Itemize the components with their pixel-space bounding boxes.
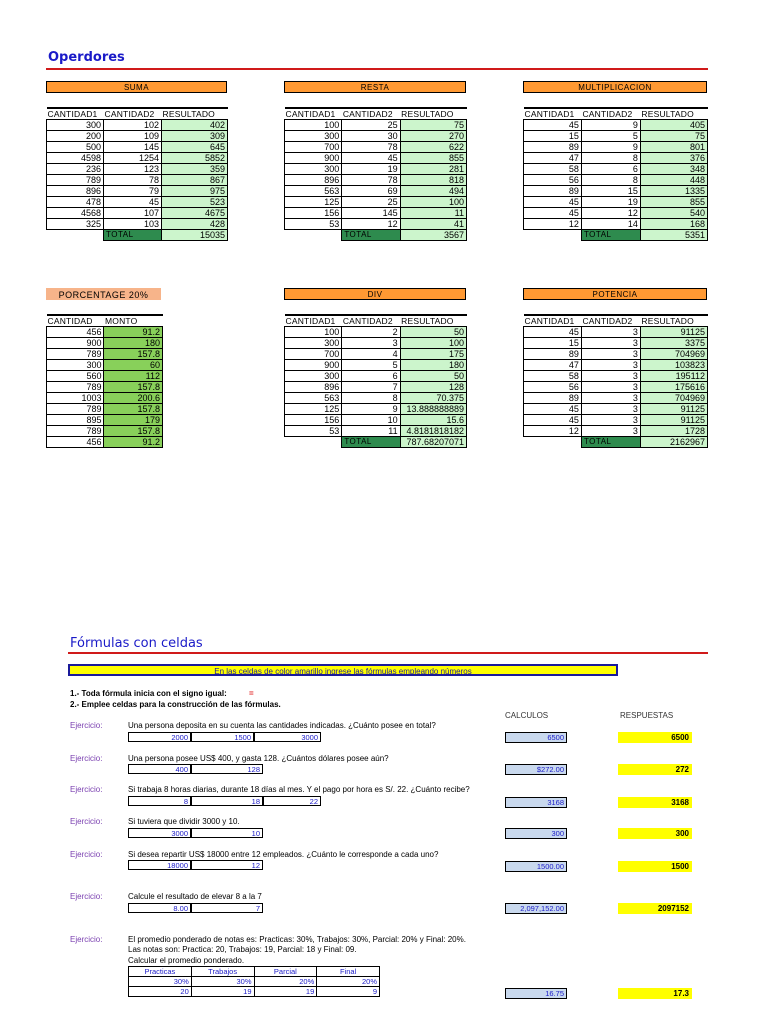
column-header: CANTIDAD2: [581, 108, 640, 120]
cell-cantidad2[interactable]: 19: [581, 197, 640, 208]
cell-resultado[interactable]: 348: [640, 164, 707, 175]
cell-resultado[interactable]: 801: [640, 142, 707, 153]
cell-cantidad2[interactable]: 7: [342, 382, 400, 393]
exercise-2-question: Una persona posee US$ 400, y gasta 128. ¿Cuántos dólares posee aún?: [128, 754, 389, 763]
cell-cantidad2[interactable]: 79: [104, 186, 162, 197]
instruction-banner: En las celdas de color amarillo ingrese las fórmulas empleando números: [68, 664, 618, 676]
ex6-value-2[interactable]: 7: [191, 903, 263, 913]
exercise-label: Ejercicio:: [70, 785, 103, 794]
cell-cantidad1[interactable]: 789: [47, 175, 104, 186]
cell-cantidad2[interactable]: 25: [342, 120, 400, 131]
cell-resultado[interactable]: 376: [640, 153, 707, 164]
cell-cantidad2[interactable]: 12: [581, 208, 640, 219]
cell-cantidad2[interactable]: 78: [104, 175, 162, 186]
cell-cantidad1[interactable]: 300: [285, 338, 342, 349]
cell-cantidad2[interactable]: 9: [581, 120, 640, 131]
ex7-answer[interactable]: 17.3: [618, 988, 692, 999]
cell-cantidad[interactable]: 560: [47, 371, 104, 382]
ex7-weight-cell[interactable]: 30%: [129, 977, 192, 987]
cell-cantidad1[interactable]: 45: [524, 197, 582, 208]
cell-resultado[interactable]: 128: [400, 382, 466, 393]
cell-cantidad1[interactable]: 700: [285, 142, 342, 153]
cell-resultado[interactable]: 818: [400, 175, 466, 186]
cell-resultado[interactable]: 523: [162, 197, 228, 208]
cell-cantidad2[interactable]: 8: [581, 153, 640, 164]
column-header: CANTIDAD2: [104, 108, 162, 120]
cell-cantidad2[interactable]: 12: [342, 219, 400, 230]
cell-cantidad[interactable]: 456: [47, 327, 104, 338]
cell-monto[interactable]: 112: [104, 371, 163, 382]
cell-resultado[interactable]: 855: [640, 197, 707, 208]
ex4-value-2[interactable]: 10: [191, 828, 263, 838]
exercise-label: Ejercicio:: [70, 817, 103, 826]
empty-cell: [524, 437, 582, 448]
cell-resultado[interactable]: 867: [162, 175, 228, 186]
cell-cantidad1[interactable]: 325: [47, 219, 104, 230]
cell-cantidad1[interactable]: 300: [285, 131, 342, 142]
cell-monto[interactable]: 157.8: [104, 426, 163, 437]
cell-cantidad2[interactable]: 25: [342, 197, 400, 208]
cell-resultado[interactable]: 494: [400, 186, 466, 197]
ex5-value-2[interactable]: 12: [191, 860, 263, 870]
cell-resultado[interactable]: 270: [400, 131, 466, 142]
cell-cantidad1[interactable]: 56: [524, 382, 582, 393]
cell-cantidad2[interactable]: 102: [104, 120, 162, 131]
cell-cantidad1[interactable]: 896: [47, 186, 104, 197]
total-label: TOTAL: [104, 230, 162, 241]
cell-cantidad1[interactable]: 45: [524, 208, 582, 219]
cell-resultado[interactable]: 622: [400, 142, 466, 153]
ex6-value-1[interactable]: 8.00: [128, 903, 191, 913]
cell-cantidad[interactable]: 789: [47, 349, 104, 360]
cell-cantidad1[interactable]: 100: [285, 327, 342, 338]
cell-cantidad1[interactable]: 45: [524, 120, 582, 131]
exercise-7-question-1: El promedio ponderado de notas es: Practicas: 30%, Trabajos: 30%, Parcial: 20% y Final: 20%.: [128, 935, 466, 944]
ex7-calc[interactable]: 16.75: [505, 988, 567, 999]
cell-cantidad2[interactable]: 3: [581, 393, 640, 404]
cell-cantidad2[interactable]: 3: [581, 404, 640, 415]
exercise-5-question: Si desea repartir US$ 18000 entre 12 empleados. ¿Cuánto le corresponde a cada uno?: [128, 850, 439, 859]
cell-resultado[interactable]: 91125: [640, 404, 707, 415]
column-header: RESULTADO: [400, 108, 466, 120]
ex1-value-3[interactable]: 3000: [254, 732, 321, 742]
cell-resultado[interactable]: 100: [400, 197, 466, 208]
equal-sign: =: [249, 689, 254, 698]
cell-monto[interactable]: 180: [104, 338, 163, 349]
ex7-weight-cell[interactable]: 20%: [254, 977, 317, 987]
cell-cantidad1[interactable]: 125: [285, 404, 342, 415]
cell-cantidad1[interactable]: 500: [47, 142, 104, 153]
mult-header: MULTIPLICACION: [523, 81, 707, 93]
ex5-answer[interactable]: 1500: [618, 861, 692, 872]
pot-header: POTENCIA: [523, 288, 707, 300]
cell-cantidad1[interactable]: 45: [524, 327, 582, 338]
cell-cantidad2[interactable]: 3: [342, 338, 400, 349]
note-1: 1.- Toda fórmula inicia con el signo igual: =: [70, 689, 254, 698]
div-header: DIV: [284, 288, 466, 300]
porc-table: [46, 314, 163, 448]
mult-table: [523, 107, 708, 241]
note-2: 2.- Emplee celdas para la construcción de las fórmulas.: [70, 700, 281, 709]
cell-cantidad2[interactable]: 78: [342, 142, 400, 153]
cell-cantidad1[interactable]: 896: [285, 175, 342, 186]
ex1-value-2[interactable]: 1500: [191, 732, 254, 742]
cell-resultado[interactable]: 281: [400, 164, 466, 175]
cell-resultado[interactable]: 975: [162, 186, 228, 197]
resp-header: RESPUESTAS: [620, 711, 674, 720]
cell-resultado[interactable]: 309: [162, 131, 228, 142]
ex1-calc[interactable]: 6500: [505, 732, 567, 743]
cell-resultado[interactable]: 70.375: [400, 393, 466, 404]
ex1-answer[interactable]: 6500: [618, 732, 692, 743]
cell-cantidad2[interactable]: 8: [342, 393, 400, 404]
cell-monto[interactable]: 157.8: [104, 349, 163, 360]
column-header: CANTIDAD1: [524, 315, 582, 327]
div-table: [284, 314, 467, 448]
cell-cantidad2[interactable]: 3: [581, 360, 640, 371]
cell-cantidad1[interactable]: 900: [285, 153, 342, 164]
cell-resultado[interactable]: 4675: [162, 208, 228, 219]
column-header: CANTIDAD: [47, 315, 104, 327]
cell-cantidad2[interactable]: 10: [342, 415, 400, 426]
ex2-calc[interactable]: $272.00: [505, 764, 567, 775]
exercise-label: Ejercicio:: [70, 892, 103, 901]
cell-cantidad1[interactable]: 58: [524, 371, 582, 382]
total-label: TOTAL: [342, 437, 400, 448]
cell-resultado[interactable]: 75: [400, 120, 466, 131]
cell-resultado[interactable]: 75: [640, 131, 707, 142]
cell-cantidad2[interactable]: 4: [342, 349, 400, 360]
exercise-6-question: Calcule el resultado de elevar 8 a la 7: [128, 892, 262, 901]
cell-resultado[interactable]: 359: [162, 164, 228, 175]
cell-cantidad1[interactable]: 900: [285, 360, 342, 371]
cell-cantidad[interactable]: 789: [47, 426, 104, 437]
porc-header: PORCENTAGE 20%: [46, 288, 161, 300]
cell-cantidad2[interactable]: 9: [581, 142, 640, 153]
cell-resultado[interactable]: 15.6: [400, 415, 466, 426]
cell-cantidad2[interactable]: 109: [104, 131, 162, 142]
cell-cantidad2[interactable]: 19: [342, 164, 400, 175]
resta-table: [284, 107, 467, 241]
ex4-value-1[interactable]: 3000: [128, 828, 191, 838]
ex4-calc[interactable]: 300: [505, 828, 567, 839]
exercise-4-question: Si tuviera que dividir 3000 y 10.: [128, 817, 240, 826]
total-value[interactable]: 15035: [162, 230, 228, 241]
exercise-label: Ejercicio:: [70, 754, 103, 763]
cell-cantidad1[interactable]: 300: [285, 164, 342, 175]
cell-cantidad2[interactable]: 9: [342, 404, 400, 415]
ex7-head-trabajos: Trabajos: [191, 967, 254, 977]
cell-cantidad1[interactable]: 200: [47, 131, 104, 142]
cell-monto[interactable]: 200.6: [104, 393, 163, 404]
cell-resultado[interactable]: 1728: [640, 426, 707, 437]
cell-cantidad1[interactable]: 4598: [47, 153, 104, 164]
column-header: MONTO: [104, 315, 163, 327]
total-value[interactable]: 3567: [400, 230, 466, 241]
ex5-calc[interactable]: 1500.00: [505, 861, 567, 872]
cell-resultado[interactable]: 91125: [640, 415, 707, 426]
ex5-value-1[interactable]: 18000: [128, 860, 191, 870]
cell-cantidad2[interactable]: 145: [104, 142, 162, 153]
cell-resultado[interactable]: 704969: [640, 349, 707, 360]
pot-table: [523, 314, 708, 448]
cell-monto[interactable]: 157.8: [104, 404, 163, 415]
ex3-value-3[interactable]: 22: [263, 796, 321, 806]
column-header: RESULTADO: [640, 108, 707, 120]
cell-cantidad2[interactable]: 1254: [104, 153, 162, 164]
ex3-answer[interactable]: 3168: [618, 797, 692, 808]
suma-table: [46, 107, 228, 241]
cell-cantidad1[interactable]: 156: [285, 415, 342, 426]
ex7-weight-cell[interactable]: 30%: [191, 977, 254, 987]
cell-cantidad2[interactable]: 78: [342, 175, 400, 186]
cell-cantidad[interactable]: 1003: [47, 393, 104, 404]
column-header: CANTIDAD2: [581, 315, 640, 327]
cell-cantidad2[interactable]: 45: [104, 197, 162, 208]
cell-resultado[interactable]: 180: [400, 360, 466, 371]
cell-cantidad1[interactable]: 89: [524, 349, 582, 360]
cell-cantidad1[interactable]: 89: [524, 393, 582, 404]
cell-cantidad2[interactable]: 5: [342, 360, 400, 371]
ex2-value-2[interactable]: 128: [191, 764, 263, 774]
ex7-grade-cell[interactable]: 9: [317, 987, 380, 997]
cell-resultado[interactable]: 168: [640, 219, 707, 230]
cell-resultado[interactable]: 5852: [162, 153, 228, 164]
empty-cell: [47, 230, 104, 241]
cell-cantidad2[interactable]: 45: [342, 153, 400, 164]
cell-cantidad2[interactable]: 30: [342, 131, 400, 142]
cell-cantidad1[interactable]: 45: [524, 404, 582, 415]
cell-resultado[interactable]: 3375: [640, 338, 707, 349]
cell-cantidad[interactable]: 789: [47, 404, 104, 415]
ex7-head-practicas: Practicas: [129, 967, 192, 977]
cell-cantidad1[interactable]: 156: [285, 208, 342, 219]
cell-cantidad1[interactable]: 300: [47, 120, 104, 131]
cell-resultado[interactable]: 100: [400, 338, 466, 349]
title-underline: [46, 68, 708, 70]
cell-cantidad1[interactable]: 300: [285, 371, 342, 382]
empty-cell: [285, 437, 342, 448]
cell-cantidad1[interactable]: 4568: [47, 208, 104, 219]
formulas-title: Fórmulas con celdas: [70, 636, 203, 651]
cell-monto[interactable]: 60: [104, 360, 163, 371]
ex7-head-final: Final: [317, 967, 380, 977]
cell-cantidad[interactable]: 456: [47, 437, 104, 448]
cell-cantidad1[interactable]: 12: [524, 426, 582, 437]
exercise-1-question: Una persona deposita en su cuenta las cantidades indicadas. ¿Cuánto posee en total?: [128, 721, 436, 730]
ex7-head-parcial: Parcial: [254, 967, 317, 977]
column-header: CANTIDAD1: [47, 108, 104, 120]
exercise-label: Ejercicio:: [70, 935, 103, 944]
total-label: TOTAL: [581, 230, 640, 241]
cell-monto[interactable]: 179: [104, 415, 163, 426]
exercise-label: Ejercicio:: [70, 850, 103, 859]
column-header: RESULTADO: [400, 315, 466, 327]
ex7-grade-cell[interactable]: 19: [254, 987, 317, 997]
cell-cantidad1[interactable]: 89: [524, 186, 582, 197]
cell-resultado[interactable]: 175616: [640, 382, 707, 393]
cell-cantidad1[interactable]: 45: [524, 415, 582, 426]
cell-cantidad2[interactable]: 3: [581, 371, 640, 382]
cell-resultado[interactable]: 41: [400, 219, 466, 230]
ex2-value-1[interactable]: 400: [128, 764, 191, 774]
column-header: CANTIDAD2: [342, 315, 400, 327]
cell-cantidad1[interactable]: 47: [524, 153, 582, 164]
cell-cantidad2[interactable]: 69: [342, 186, 400, 197]
cell-cantidad1[interactable]: 53: [285, 426, 342, 437]
resta-header: RESTA: [284, 81, 466, 93]
cell-cantidad2[interactable]: 3: [581, 415, 640, 426]
cell-cantidad1[interactable]: 100: [285, 120, 342, 131]
ex3-value-2[interactable]: 18: [191, 796, 263, 806]
cell-cantidad2[interactable]: 6: [342, 371, 400, 382]
cell-cantidad1[interactable]: 236: [47, 164, 104, 175]
cell-cantidad1[interactable]: 58: [524, 164, 582, 175]
cell-resultado[interactable]: 448: [640, 175, 707, 186]
cell-resultado[interactable]: 855: [400, 153, 466, 164]
ex3-calc[interactable]: 3168: [505, 797, 567, 808]
cell-resultado[interactable]: 428: [162, 219, 228, 230]
cell-cantidad[interactable]: 300: [47, 360, 104, 371]
cell-cantidad2[interactable]: 3: [581, 349, 640, 360]
ex1-value-1[interactable]: 2000: [128, 732, 191, 742]
ex7-weight-cell[interactable]: 20%: [317, 977, 380, 987]
column-header: CANTIDAD1: [285, 315, 342, 327]
column-header: CANTIDAD1: [285, 108, 342, 120]
cell-resultado[interactable]: 50: [400, 327, 466, 338]
cell-cantidad[interactable]: 900: [47, 338, 104, 349]
cell-monto[interactable]: 91.2: [104, 327, 163, 338]
cell-cantidad2[interactable]: 103: [104, 219, 162, 230]
cell-cantidad2[interactable]: 15: [581, 186, 640, 197]
column-header: RESULTADO: [162, 108, 228, 120]
cell-cantidad[interactable]: 789: [47, 382, 104, 393]
cell-cantidad1[interactable]: 15: [524, 131, 582, 142]
cell-cantidad1[interactable]: 478: [47, 197, 104, 208]
cell-cantidad2[interactable]: 2: [342, 327, 400, 338]
total-value[interactable]: 787.68207071: [400, 437, 466, 448]
cell-cantidad2[interactable]: 123: [104, 164, 162, 175]
cell-cantidad1[interactable]: 125: [285, 197, 342, 208]
cell-monto[interactable]: 91.2: [104, 437, 163, 448]
cell-cantidad2[interactable]: 5: [581, 131, 640, 142]
calc-header: CALCULOS: [505, 711, 549, 720]
cell-resultado[interactable]: 405: [640, 120, 707, 131]
cell-monto[interactable]: 157.8: [104, 382, 163, 393]
cell-cantidad2[interactable]: 3: [581, 382, 640, 393]
total-label: TOTAL: [581, 437, 640, 448]
empty-cell: [524, 230, 582, 241]
cell-cantidad2[interactable]: 3: [581, 426, 640, 437]
exercise-7-question-3: Calcular el promedio ponderado.: [128, 956, 245, 965]
cell-resultado[interactable]: 645: [162, 142, 228, 153]
cell-cantidad2[interactable]: 3: [581, 338, 640, 349]
cell-resultado[interactable]: 540: [640, 208, 707, 219]
cell-cantidad1[interactable]: 563: [285, 186, 342, 197]
cell-cantidad2[interactable]: 14: [581, 219, 640, 230]
column-header: RESULTADO: [640, 315, 707, 327]
cell-cantidad1[interactable]: 15: [524, 338, 582, 349]
exercise-7-question-2: Las notas son: Practica: 20, Trabajos: 19, Parcial: 18 y Final: 09.: [128, 945, 357, 954]
cell-cantidad2[interactable]: 8: [581, 175, 640, 186]
cell-resultado[interactable]: 11: [400, 208, 466, 219]
column-header: CANTIDAD1: [524, 108, 582, 120]
cell-cantidad2[interactable]: 11: [342, 426, 400, 437]
exercise-label: Ejercicio:: [70, 721, 103, 730]
exercise-3-question: Si trabaja 8 horas diarias, durante 18 días al mes. Y el pago por hora es S/. 22. ¿Cuánto recibe?: [128, 785, 470, 794]
cell-resultado[interactable]: 704969: [640, 393, 707, 404]
ex6-calc[interactable]: 2,097,152.00: [505, 903, 567, 914]
cell-cantidad[interactable]: 895: [47, 415, 104, 426]
cell-resultado[interactable]: 195112: [640, 371, 707, 382]
cell-cantidad1[interactable]: 56: [524, 175, 582, 186]
cell-resultado[interactable]: 1335: [640, 186, 707, 197]
ex2-answer[interactable]: 272: [618, 764, 692, 775]
cell-cantidad1[interactable]: 563: [285, 393, 342, 404]
cell-cantidad1[interactable]: 896: [285, 382, 342, 393]
total-value[interactable]: 5351: [640, 230, 707, 241]
cell-resultado[interactable]: 4.8181818182: [400, 426, 466, 437]
cell-cantidad1[interactable]: 700: [285, 349, 342, 360]
cell-cantidad1[interactable]: 53: [285, 219, 342, 230]
ex4-answer[interactable]: 300: [618, 828, 692, 839]
cell-resultado[interactable]: 13.888888889: [400, 404, 466, 415]
cell-cantidad1[interactable]: 47: [524, 360, 582, 371]
total-label: TOTAL: [342, 230, 400, 241]
empty-cell: [285, 230, 342, 241]
cell-cantidad2[interactable]: 145: [342, 208, 400, 219]
ex7-grade-table: [128, 966, 380, 997]
sheet-title: Operdores: [48, 50, 125, 65]
cell-cantidad2[interactable]: 6: [581, 164, 640, 175]
ex6-answer[interactable]: 2097152: [618, 903, 692, 914]
cell-cantidad1[interactable]: 89: [524, 142, 582, 153]
cell-cantidad1[interactable]: 12: [524, 219, 582, 230]
formulas-underline: [68, 652, 708, 654]
cell-resultado[interactable]: 402: [162, 120, 228, 131]
ex7-grade-cell[interactable]: 19: [191, 987, 254, 997]
cell-cantidad2[interactable]: 3: [581, 327, 640, 338]
suma-header: SUMA: [46, 81, 227, 93]
ex7-grade-cell[interactable]: 20: [129, 987, 192, 997]
cell-resultado[interactable]: 50: [400, 371, 466, 382]
cell-resultado[interactable]: 175: [400, 349, 466, 360]
cell-cantidad2[interactable]: 107: [104, 208, 162, 219]
cell-resultado[interactable]: 91125: [640, 327, 707, 338]
total-value[interactable]: 2162967: [640, 437, 707, 448]
column-header: CANTIDAD2: [342, 108, 400, 120]
cell-resultado[interactable]: 103823: [640, 360, 707, 371]
ex3-value-1[interactable]: 8: [128, 796, 191, 806]
